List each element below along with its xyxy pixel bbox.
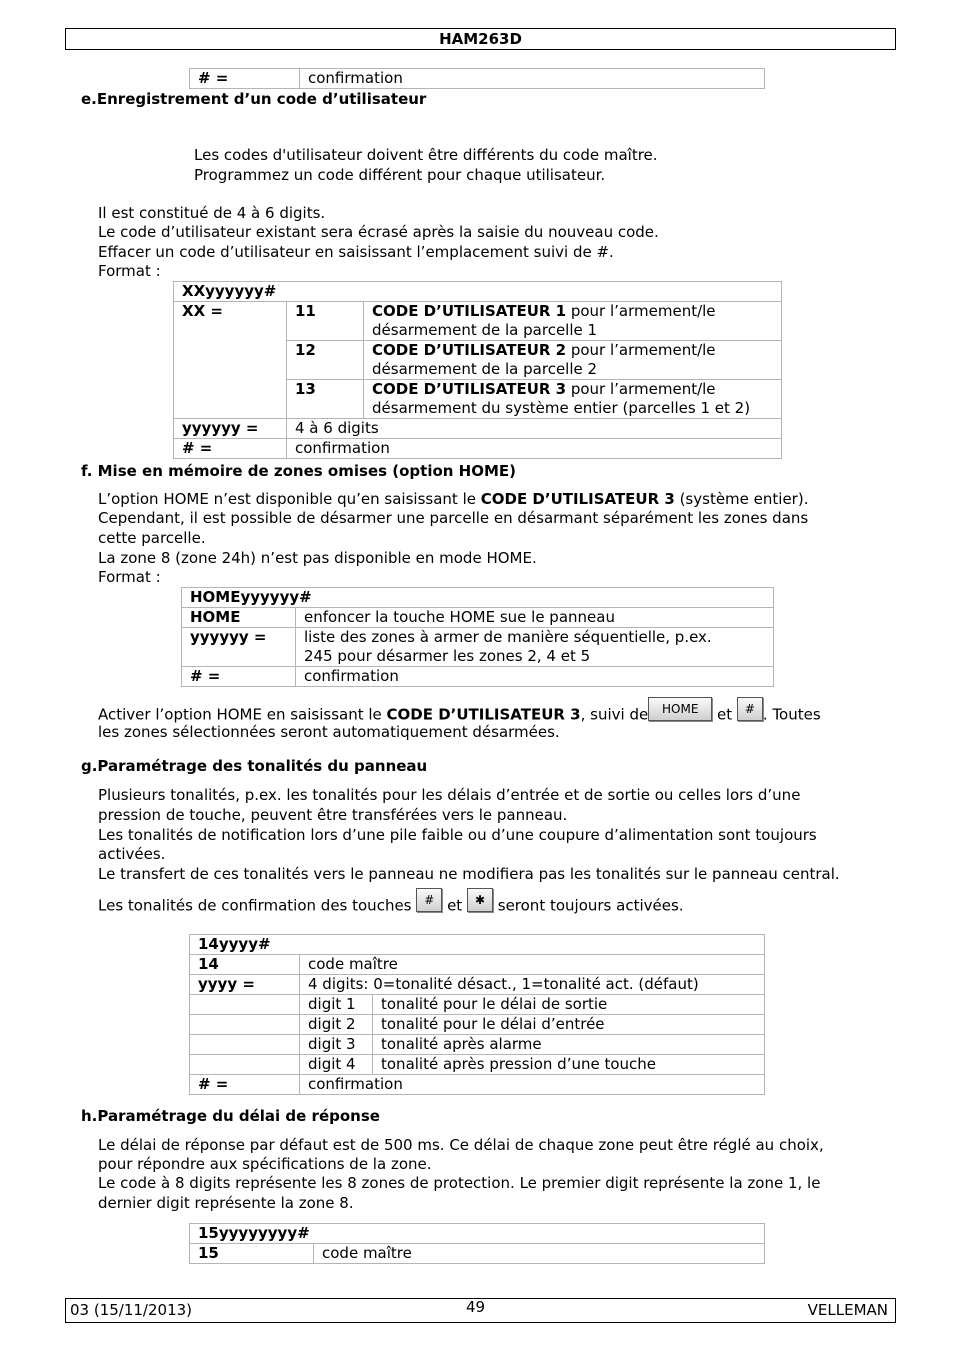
num-cell: 13 [287,380,364,419]
value-cell: code maître [314,1244,765,1264]
paragraph: activées. [98,845,166,863]
paragraph: dernier digit représente la zone 8. [98,1194,354,1212]
digit-cell: digit 2 [300,1015,373,1035]
note-line: Les codes d'utilisateur doivent être différents du code maître. [194,146,658,164]
tone-table [189,934,765,1095]
desc-cell: CODE D’UTILISATEUR 2 pour l’armement/le désarmement de la parcelle 2 [364,341,782,380]
table-head: XXyyyyyy# [174,282,782,302]
section-f-title: f. Mise en mémoire de zones omises (option HOME) [81,462,517,480]
digit-cell: digit 4 [300,1055,373,1075]
footer-version: 03 (15/11/2013) [70,1301,193,1319]
hash-key-icon: # [737,697,763,721]
key-cell: # = [182,667,296,687]
num-cell: 11 [287,302,364,341]
section-e-title: e.Enregistrement d’un code d’utilisateur [81,90,427,108]
table-head: 14yyyy# [190,935,765,955]
table-head: HOMEyyyyyy# [182,588,774,608]
paragraph: Il est constitué de 4 à 6 digits. [98,204,326,222]
paragraph: Effacer un code d’utilisateur en saisissant l’emplacement suivi de #. [98,243,614,261]
page-number: 49 [466,1298,486,1316]
section-h-title: h.Paramétrage du délai de réponse [81,1107,380,1125]
paragraph: Le délai de réponse par défaut est de 500 ms. Ce délai de chaque zone peut être réglé au choix, [98,1136,824,1154]
user-code-table [173,281,782,459]
home-table [181,587,774,687]
value-cell: tonalité pour le délai d’entrée [373,1015,765,1035]
star-key-icon: ✱ [467,888,493,912]
paragraph: Activer l’option HOME en saisissant le CODE D’UTILISATEUR 3, suivi de HOME et # . Toutes [98,703,821,727]
value-cell: confirmation [287,439,782,459]
home-key-icon: HOME [648,697,712,721]
digit-cell: digit 3 [300,1035,373,1055]
paragraph: Le transfert de ces tonalités vers le panneau ne modifiera pas les tonalités sur le panneau central. [98,865,840,883]
key-cell: XX = [174,302,287,419]
paragraph: Les tonalités de confirmation des touches # et ✱ seront toujours activées. [98,894,684,918]
value-cell: enfoncer la touche HOME sue le panneau [296,608,774,628]
value-cell: liste des zones à armer de manière séquentielle, p.ex. 245 pour désarmer les zones 2, 4 et 5 [296,628,774,667]
key-cell: yyyy = [190,975,300,995]
top-table [189,68,765,89]
table-head: 15yyyyyyyy# [190,1224,765,1244]
paragraph: pression de touche, peuvent être transférées vers le panneau. [98,806,568,824]
desc-cell: CODE D’UTILISATEUR 1 pour l’armement/le désarmement de la parcelle 1 [364,302,782,341]
key-cell: 15 [190,1244,314,1264]
key-cell: # = [174,439,287,459]
value-cell: confirmation [300,69,765,89]
paragraph: Le code d’utilisateur existant sera écrasé après la saisie du nouveau code. [98,223,659,241]
value-cell: 4 à 6 digits [287,419,782,439]
paragraph: La zone 8 (zone 24h) n’est pas disponible en mode HOME. [98,549,537,567]
value-cell: 4 digits: 0=tonalité désact., 1=tonalité act. (défaut) [300,975,765,995]
delay-table [189,1223,765,1264]
empty-cell [190,1015,300,1035]
value-cell: tonalité après pression d’une touche [373,1055,765,1075]
page-header: HAM263D [65,28,896,50]
paragraph: pour répondre aux spécifications de la zone. [98,1155,432,1173]
paragraph: cette parcelle. [98,529,206,547]
key-cell: yyyyyy = [182,628,296,667]
footer-brand: VELLEMAN [807,1301,888,1319]
key-cell: # = [190,69,300,89]
paragraph: L’option HOME n’est disponible qu’en saisissant le CODE D’UTILISATEUR 3 (système entier). [98,490,809,508]
empty-cell [190,1035,300,1055]
key-cell: yyyyyy = [174,419,287,439]
paragraph: Format : [98,568,161,586]
note-line: Programmez un code différent pour chaque utilisateur. [194,166,606,184]
value-cell: tonalité après alarme [373,1035,765,1055]
paragraph: Cependant, il est possible de désarmer une parcelle en désarmant séparément les zones dans [98,509,809,527]
digit-cell: digit 1 [300,995,373,1015]
value-cell: confirmation [296,667,774,687]
num-cell: 12 [287,341,364,380]
paragraph: Format : [98,262,161,280]
paragraph: Le code à 8 digits représente les 8 zones de protection. Le premier digit représente la zone 1, le [98,1174,821,1192]
key-cell: 14 [190,955,300,975]
value-cell: code maître [300,955,765,975]
value-cell: tonalité pour le délai de sortie [373,995,765,1015]
key-cell: HOME [182,608,296,628]
empty-cell [190,995,300,1015]
hash-key-icon: # [416,888,442,912]
key-cell: # = [190,1075,300,1095]
paragraph: Les tonalités de notification lors d’une pile faible ou d’une coupure d’alimentation sont toujours [98,826,817,844]
section-g-title: g.Paramétrage des tonalités du panneau [81,757,428,775]
value-cell: confirmation [300,1075,765,1095]
paragraph: Plusieurs tonalités, p.ex. les tonalités pour les délais d’entrée et de sortie ou celles lors d’une [98,786,801,804]
empty-cell [190,1055,300,1075]
paragraph: les zones sélectionnées seront automatiquement désarmées. [98,723,560,741]
desc-cell: CODE D’UTILISATEUR 3 pour l’armement/le désarmement du système entier (parcelles 1 et 2) [364,380,782,419]
